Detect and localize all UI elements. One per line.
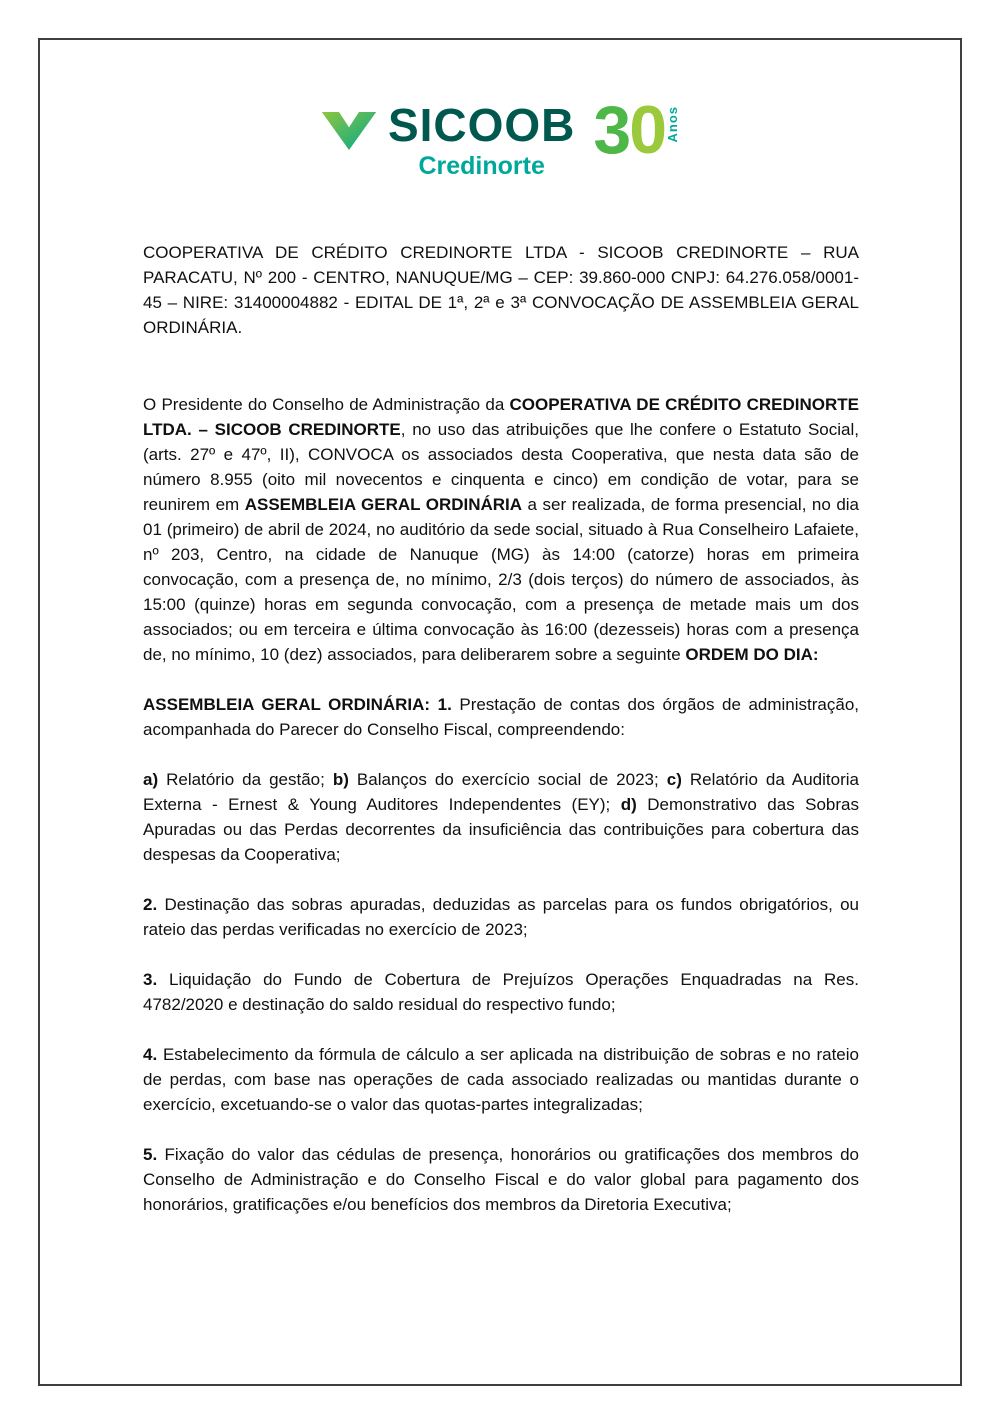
text-run: Liquidação do Fundo de Cobertura de Prejuízos Operações Enquadradas na Res. 4782/2020 e destinação do saldo residual do respectivo fundo; (143, 970, 859, 1014)
text-run: O Presidente do Conselho de Administração da (143, 395, 510, 414)
bold-text-run: d) (620, 795, 637, 814)
agenda-item-1-subitems-paragraph (143, 767, 859, 867)
text-run: Relatório da Auditoria Externa - Ernest & Young Auditores Independentes (EY); (143, 770, 859, 814)
text-run: COOPERATIVA DE CRÉDITO CREDINORTE LTDA - SICOOB CREDINORTE – RUA PARACATU, Nº 200 - CENTRO, NANUQUE/MG – CEP: 39.860-000 CNPJ: 64.276.058/0001-45 – NIRE: 31400004882 - EDITAL DE 1ª, 2ª e 3ª CONVOCAÇÃO DE ASSEMBLEIA GERAL ORDINÁRIA. (143, 243, 859, 337)
text-run: Destinação das sobras apuradas, deduzidas as parcelas para os fundos obrigatórios, ou rateio das perdas verificadas no exercício de 2023; (143, 895, 859, 939)
sicoob-chevron-icon (320, 110, 378, 152)
credinorte-label: Credinorte (418, 152, 545, 180)
agenda-item-5-paragraph (143, 1142, 859, 1217)
bold-text-run: ORDEM DO DIA: (685, 645, 819, 664)
bold-text-run: 3. (143, 970, 158, 989)
bold-text-run: ASSEMBLEIA GERAL ORDINÁRIA: 1. (143, 695, 452, 714)
bold-text-run: 2. (143, 895, 158, 914)
agenda-item-1-paragraph (143, 692, 859, 742)
brand-logo (0, 92, 1000, 180)
anniversary-anos-label: Anos (665, 106, 681, 143)
bold-text-run: 4. (143, 1045, 158, 1064)
text-run: Relatório da gestão; (158, 770, 333, 789)
anniversary-digit-0: 0 (629, 92, 666, 168)
header-identification-paragraph (143, 240, 859, 340)
agenda-item-4-paragraph (143, 1042, 859, 1117)
text-run: Prestação de contas dos órgãos de administração, acompanhada do Parecer do Conselho Fiscal, compreendendo: (143, 695, 859, 739)
text-run: Estabelecimento da fórmula de cálculo a ser aplicada na distribuição de sobras e no rateio de perdas, com base nas operações de cada associado realizadas ou mantidas durante o exercício, excetuando-se o valor das quotas-partes integralizadas; (143, 1045, 859, 1114)
text-run: , no uso das atribuições que lhe confere o Estatuto Social, (arts. 27º e 47º, II), CONVOCA os associados desta Cooperativa, que nesta data são de número 8.955 (oito mil novecentos e cinquenta e cinco) em condição de votar, para se reunirem em (143, 420, 859, 514)
document-body (143, 240, 859, 1242)
text-run: Demonstrativo das Sobras Apuradas ou das Perdas decorrentes da insuficiência das contribuições para cobertura das despesas da Cooperativa; (143, 795, 860, 864)
bold-text-run: c) (666, 770, 682, 789)
logo-text-block (387, 99, 576, 180)
text-run: Balanços do exercício social de 2023; (348, 770, 667, 789)
bold-text-run: b) (332, 770, 349, 789)
text-run: Fixação do valor das cédulas de presença, honorários ou gratificações dos membros do Conselho de Administração e do Conselho Fiscal e do valor global para pagamento dos honorários, gratificações e/ou benefícios dos membros da Diretoria Executiva; (143, 1145, 859, 1214)
bold-text-run: 5. (143, 1145, 158, 1164)
agenda-item-3-paragraph (143, 967, 859, 1017)
anniversary-30-mark (593, 92, 681, 168)
anniversary-digit-3: 3 (593, 92, 630, 168)
sicoob-wordmark: SICOOB (387, 99, 576, 151)
text-run: a ser realizada, de forma presencial, no dia 01 (primeiro) de abril de 2024, no auditório da sede social, situado à Rua Conselheiro Lafaiete, nº 203, Centro, na cidade de Nanuque (MG) às 14:00 (catorze) horas em primeira convocação, com a presença de, no mínimo, 2/3 (dois terços) do número de associados, às 15:00 (quinze) horas em segunda convocação, com a presença de metade mais um dos associados; ou em terceira e última convocação às 16:00 (dezesseis) horas com a presença de, no mínimo, 10 (dez) associados, para deliberarem sobre a seguinte (143, 495, 860, 664)
convocation-paragraph (143, 392, 859, 667)
bold-text-run: COOPERATIVA DE CRÉDITO CREDINORTE LTDA. – SICOOB CREDINORTE (143, 395, 859, 439)
bold-text-run: ASSEMBLEIA GERAL ORDINÁRIA (244, 495, 523, 514)
agenda-item-2-paragraph (143, 892, 859, 942)
bold-text-run: a) (143, 770, 159, 789)
